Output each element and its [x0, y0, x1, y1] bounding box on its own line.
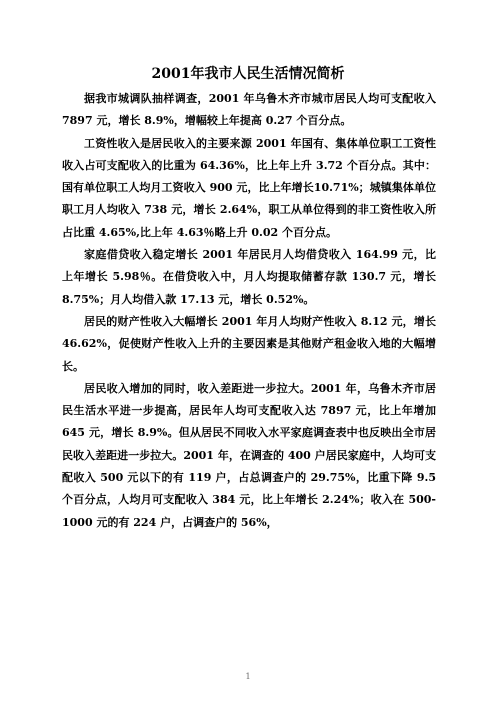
page-number: 1 — [245, 672, 251, 681]
paragraph-property-income: 居民的财产性收入大幅增长 2001 年月人均财产性收入 8.12 元，增长 46.62%，促使财产性收入上升的主要因素是其他财产租金收入地的大幅增长。 — [62, 314, 436, 373]
paragraph-summary: 据我市城调队抽样调查，2001 年乌鲁木齐市城市居民人均可支配收入 7897 元，增长 8.9%，增幅较上年提高 0.27 个百分点。 — [62, 92, 436, 128]
paragraph-wage-income: 工资性收入是居民收入的主要来源 2001 年国有、集体单位职工工资性收入占可支配收入的比重为 64.36%，比上年上升 3.72 个百分点。其中：国有单位职工人均月工资收入 900 元，比上年增长10.71%；城镇集体单位职工月人均收入 738 元，增长 2.64%，职工从单位得到的非工资性收入所占比重 4.65%,比上年 4.63％略上升 0.02 个百分点。 — [62, 136, 436, 239]
paragraph-loan-income: 家庭借贷收入稳定增长 2001 年居民月人均借贷收入 164.99 元，比上年增长 5.98％。在借贷收入中，月人均提取储蓄存款 130.7 元，增长 8.75%；月人均借入款 17.13 元，增长 0.52%。 — [62, 248, 436, 306]
document-body — [62, 88, 436, 534]
paragraph-income-gap: 居民收入增加的同时，收入差距进一步拉大。2001 年，乌鲁木齐市居民生活水平进一步提高，居民年人均可支配收入达 7897 元，比上年增加 645 元，增长 8.9%。但从居民不同收入水平家庭调查表中也反映出全市居民收入差距进一步拉大。2001 年，在调查的 400 户居民家庭中，人均可支配收入 500 元以下的有 119 户，占总调查户的 29.75%，比重下降 9.5 个百分点，人均月可支配收入 384 元，比上年增长 2.24%；收入在 500-1000 元的有 224 户，占调查户的 56%， — [62, 381, 436, 529]
document-title: 2001年我市人民生活情况简析 — [151, 66, 345, 82]
